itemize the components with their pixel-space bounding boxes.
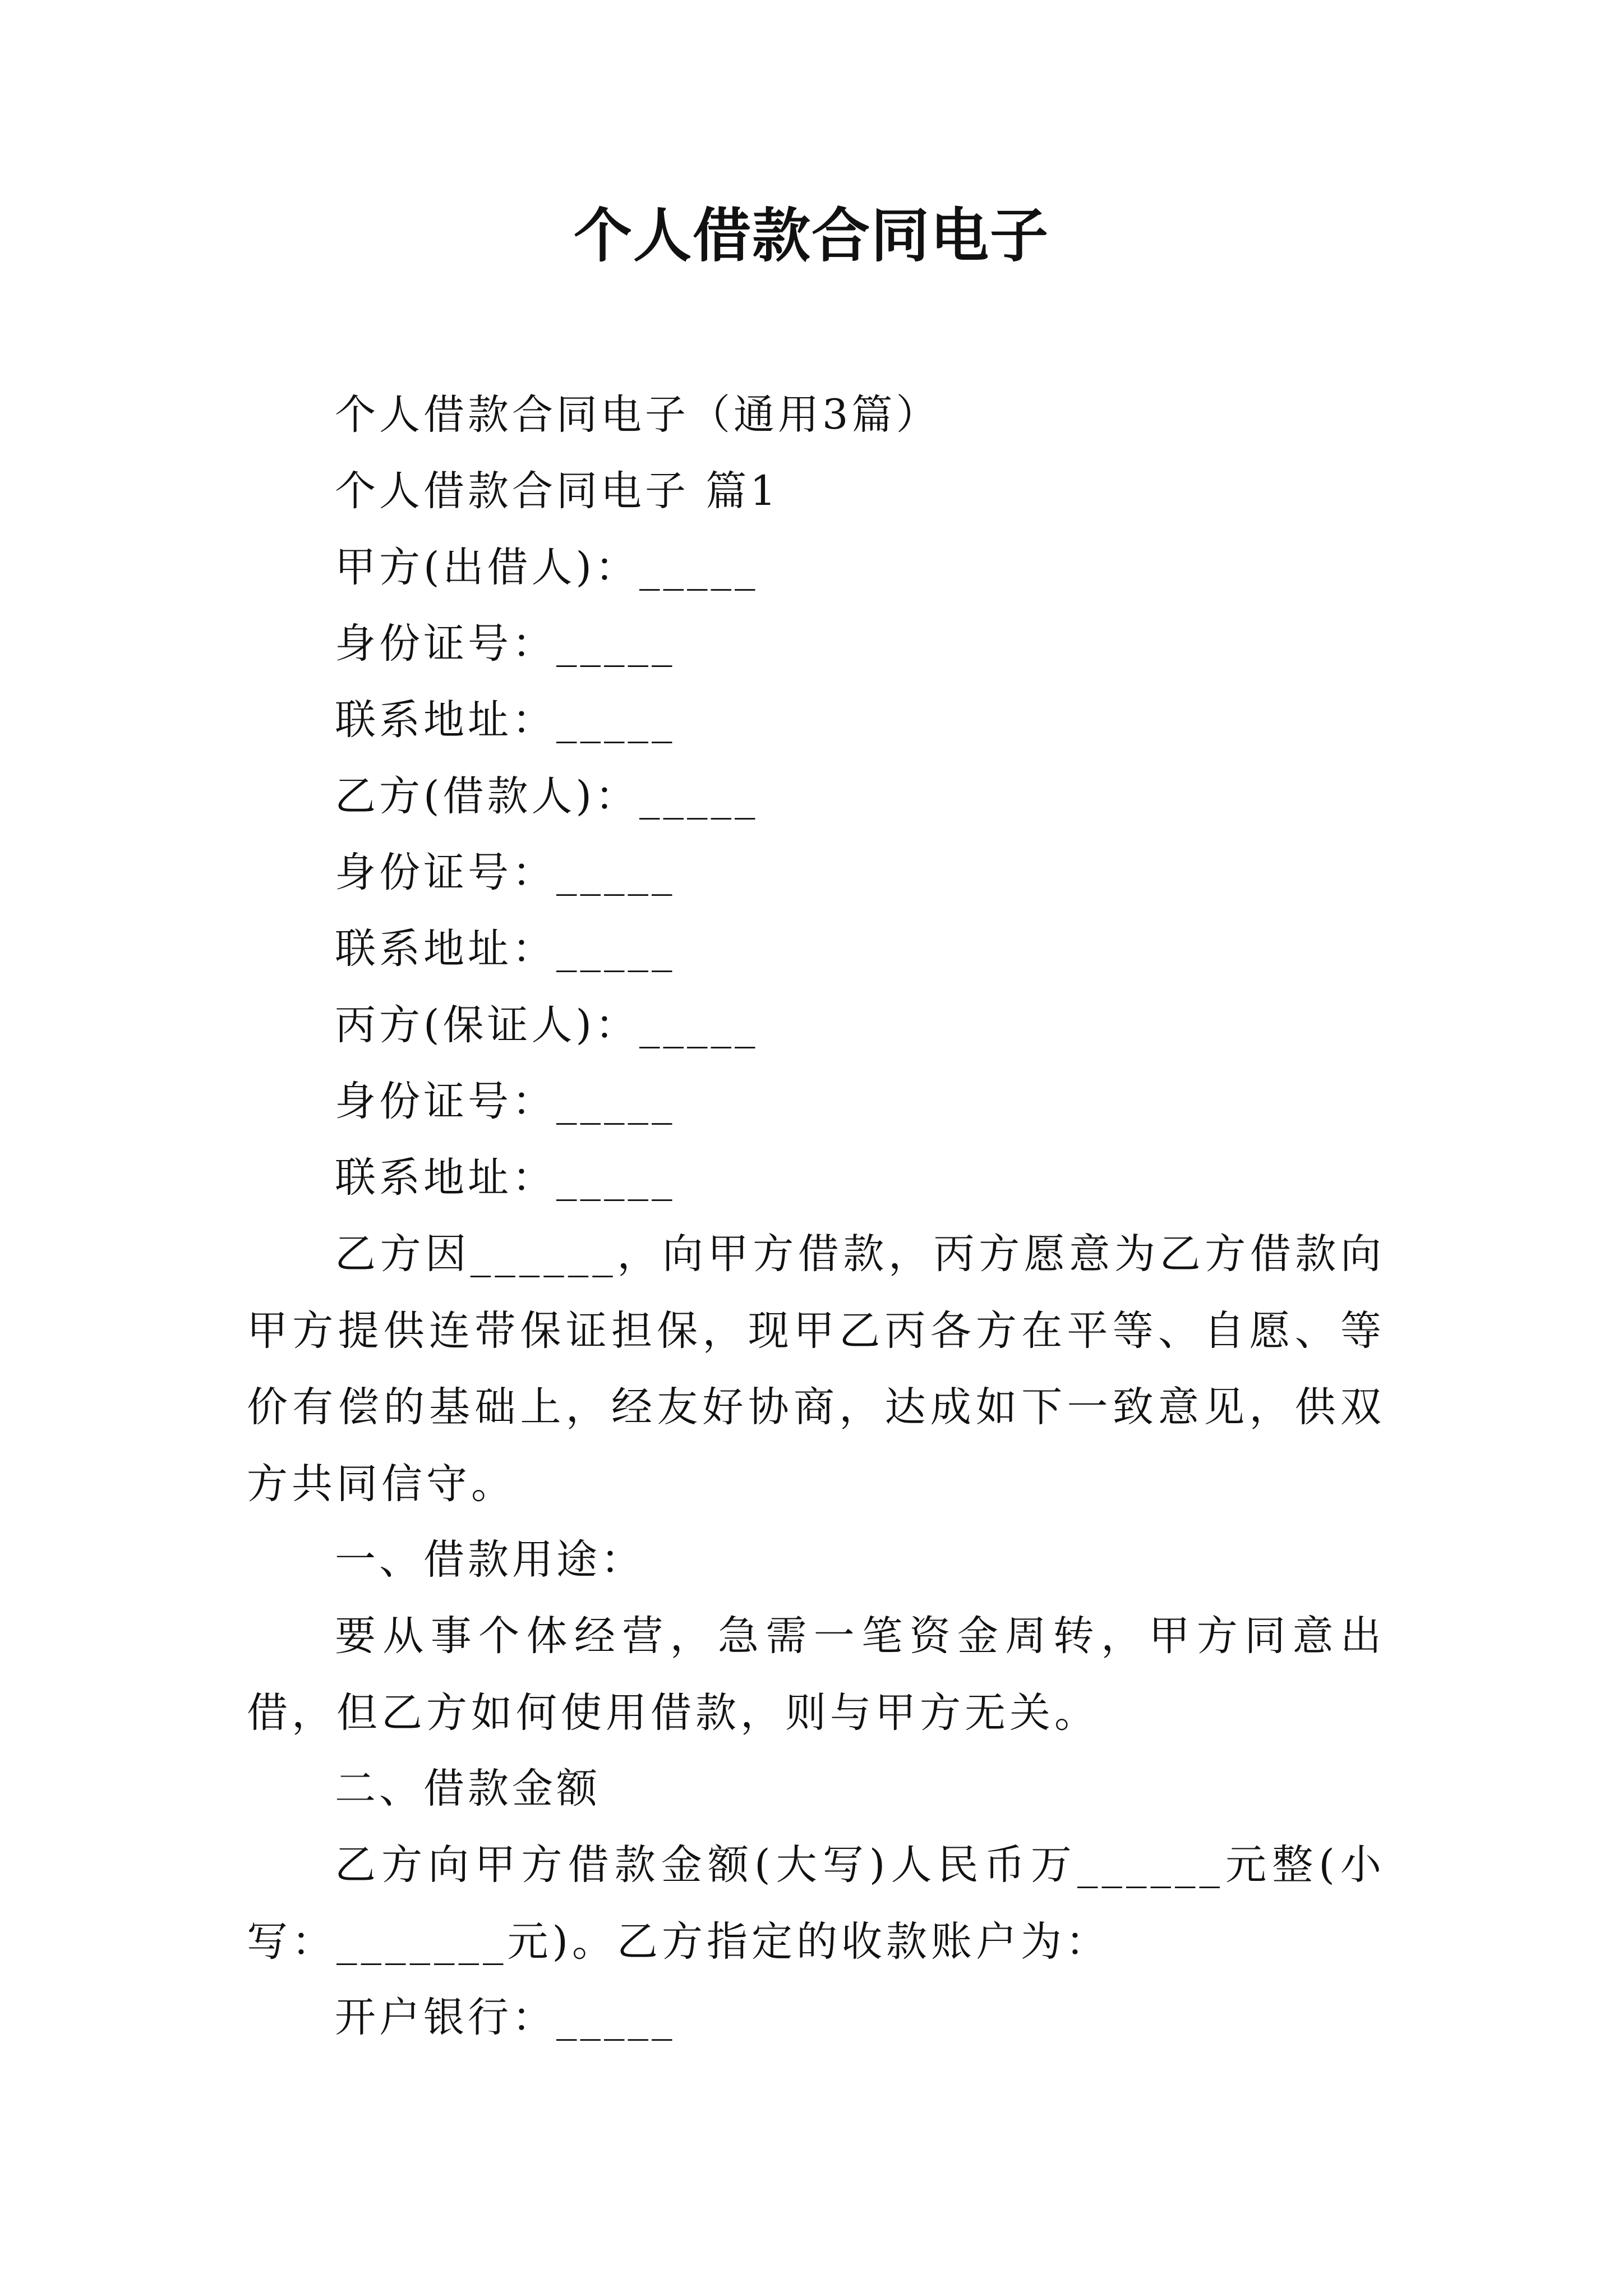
party-b-address-line: 联系地址：_____ [335, 925, 676, 973]
clause-1-body: 要从事个体经营，急需一笔资金周转，甲方同意出借，但乙方如何使用借款，则与甲方无关。 [247, 1612, 1385, 1737]
clause-2-body: 乙方向甲方借款金额(大写)人民币万______元整(小写：_______元)。乙方指定的收款账户为： [247, 1841, 1385, 1966]
party-b-line: 乙方(借款人)：_____ [335, 772, 759, 820]
document-subtitle: 个人借款合同电子（通用3篇） [335, 391, 940, 439]
party-a-line: 甲方(出借人)：_____ [335, 544, 759, 591]
bank-line: 开户银行：_____ [335, 1994, 676, 2041]
party-a-id-line: 身份证号：_____ [335, 620, 676, 668]
party-a-address-line: 联系地址：_____ [335, 696, 676, 744]
party-c-id-line: 身份证号：_____ [335, 1078, 676, 1125]
party-c-line: 丙方(保证人)：_____ [335, 1001, 759, 1049]
clause-1-heading: 一、借款用途： [335, 1536, 645, 1584]
party-c-address-line: 联系地址：_____ [335, 1154, 676, 1202]
section-heading: 个人借款合同电子 篇1 [335, 467, 780, 515]
document-title: 个人借款合同电子 [573, 201, 1049, 270]
clause-2-heading: 二、借款金额 [335, 1765, 601, 1812]
intro-paragraph: 乙方因______，向甲方借款，丙方愿意为乙方借款向甲方提供连带保证担保，现甲乙丙各方在平等、自愿、等价有偿的基础上，经友好协商，达成如下一致意见，供双方共同信守。 [247, 1230, 1385, 1508]
party-b-id-line: 身份证号：_____ [335, 849, 676, 896]
